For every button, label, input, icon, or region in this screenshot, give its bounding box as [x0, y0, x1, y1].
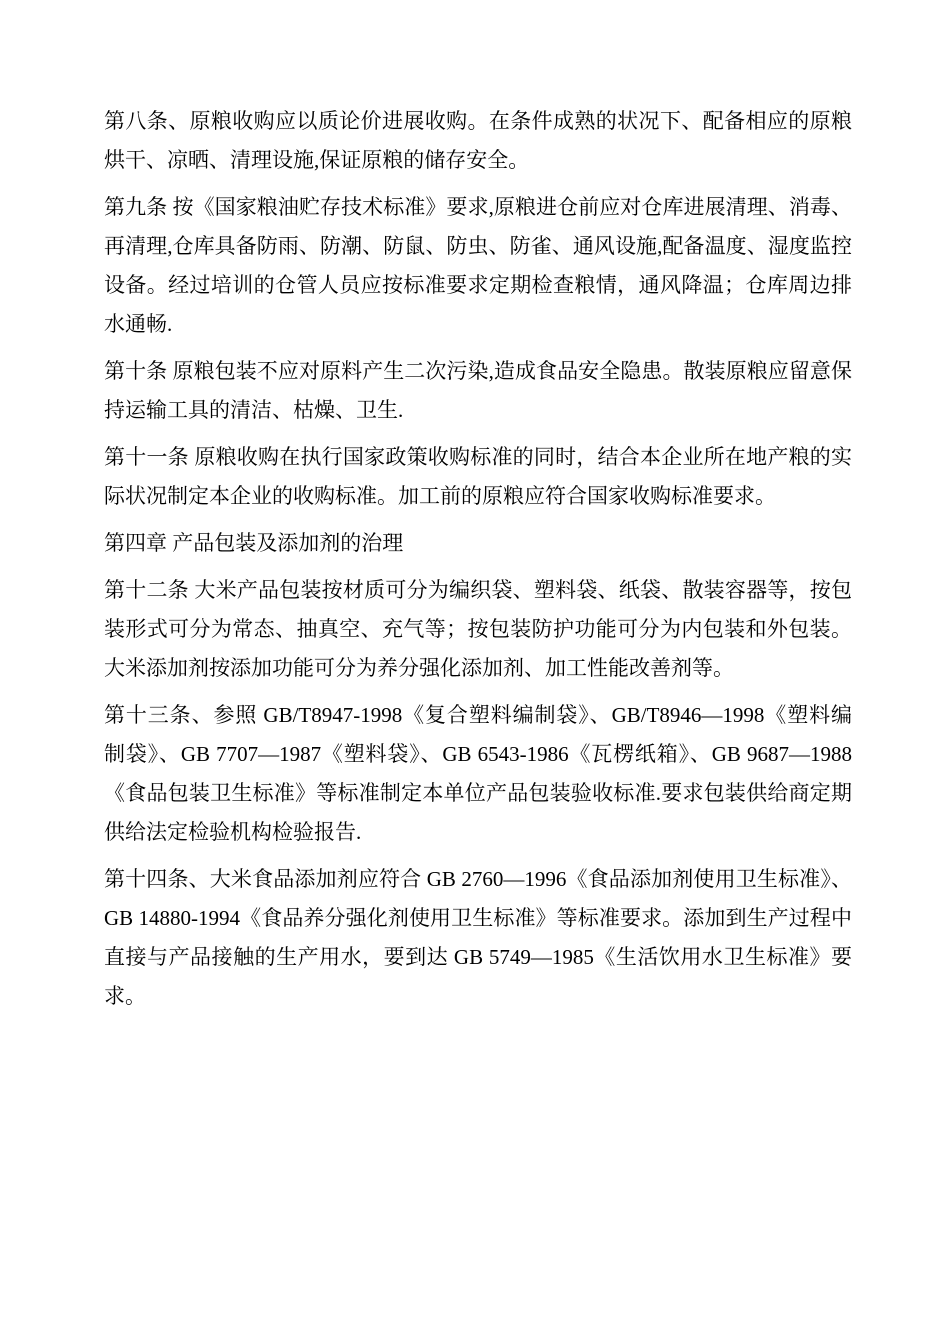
chapter-4-heading: 第四章 产品包装及添加剂的治理 [104, 531, 404, 555]
article-11-paragraph: 第十一条 原粮收购在执行国家政策收购标准的同时，结合本企业所在地产粮的实际状况制定本企业的收购标准。加工前的原粮应符合国家收购标准要求。 [104, 445, 852, 508]
article-8-paragraph: 第八条、原粮收购应以质论价进展收购。在条件成熟的状况下、配备相应的原粮烘干、凉晒、清理设施,保证原粮的储存安全。 [104, 109, 852, 172]
article-10-paragraph: 第十条 原粮包装不应对原料产生二次污染,造成食品安全隐患。散装原粮应留意保持运输工具的清洁、枯燥、卫生. [104, 359, 852, 422]
article-13-paragraph: 第十三条、参照 GB/T8947-1998《复合塑料编制袋》、GB/T8946—1998《塑料编制袋》、GB 7707—1987《塑料袋》、GB 6543-1986《瓦楞纸箱》、GB 9687—1988《食品包装卫生标准》等标准制定本单位产品包装验收标准.要求包装供给商定期供给法定检验机构检验报告. [104, 703, 852, 844]
article-12-paragraph: 第十二条 大米产品包装按材质可分为编织袋、塑料袋、纸袋、散装容器等，按包装形式可分为常态、抽真空、充气等；按包装防护功能可分为内包装和外包装。大米添加剂按添加功能可分为养分强化添加剂、加工性能改善剂等。 [104, 578, 852, 680]
article-14-paragraph: 第十四条、大米食品添加剂应符合 GB 2760—1996《食品添加剂使用卫生标准》、GB 14880-1994《食品养分强化剂使用卫生标准》等标准要求。添加到生产过程中直接与产品接触的生产用水，要到达 GB 5749—1985《生活饮用水卫生标准》要求。 [104, 867, 852, 1008]
article-9-paragraph: 第九条 按《国家粮油贮存技术标准》要求,原粮进仓前应对仓库进展清理、消毒、再清理,仓库具备防雨、防潮、防鼠、防虫、防雀、通风设施,配备温度、湿度监控设备。经过培训的仓管人员应按标准要求定期检查粮情，通风降温；仓库周边排水通畅. [104, 195, 852, 336]
document-body [104, 102, 852, 1024]
